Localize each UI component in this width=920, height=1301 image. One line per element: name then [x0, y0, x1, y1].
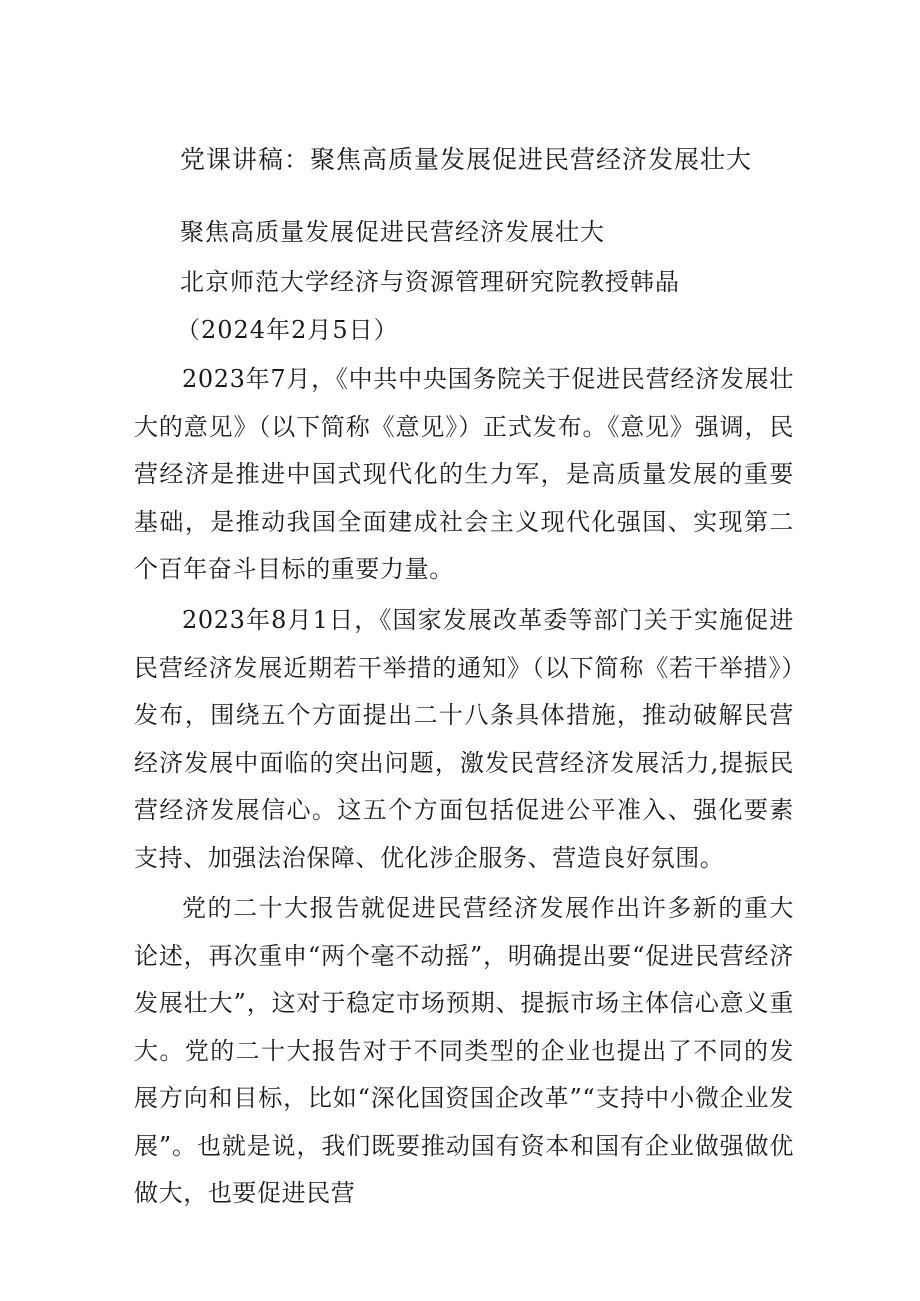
paragraph-2: 2023年8月1日，《国家发展改革委等部门关于实施促进民营经济发展近期若干举措的通知》（以下简称《若干举措》）发布，围绕五个方面提出二十八条具体措施，推动破解民营经济发展中面临的突出问题，激发民营经济发展活力,提振民营经济发展信心。这五个方面包括促进公平准入、强化要素支持、加强法治保障、优化涉企服务、营造良好氛围。 — [134, 606, 794, 872]
document-title: 党课讲稿：聚焦高质量发展促进民营经济发展壮大 — [180, 145, 753, 174]
paragraph-1: 2023年7月，《中共中央国务院关于促进民营经济发展壮大的意见》（以下简称《意见》）正式发布。《意见》强调，民营经济是推进中国式现代化的生力军，是高质量发展的重要基础，是推动我国全面建成社会主义现代化强国、实现第二个百年奋斗目标的重要力量。 — [134, 365, 794, 583]
document-author: 北京师范大学经济与资源管理研究院教授韩晶 — [180, 268, 680, 296]
document-date: （2024年2月5日） — [176, 316, 399, 344]
document-subtitle: 聚焦高质量发展促进民营经济发展壮大 — [180, 218, 605, 246]
paragraph-3: 党的二十大报告就促进民营经济发展作出许多新的重大论述，再次重申“两个毫不动摇”，明确提出要“促进民营经济发展壮大”，这对于稳定市场预期、提振市场主体信心意义重大。党的二十大报告对于不同类型的企业也提出了不同的发展方向和目标，比如“深化国资国企改革”“支持中小微企业发展”。也就是说，我们既要推动国有资本和国有企业做强做优做大，也要促进民营 — [134, 894, 794, 1207]
